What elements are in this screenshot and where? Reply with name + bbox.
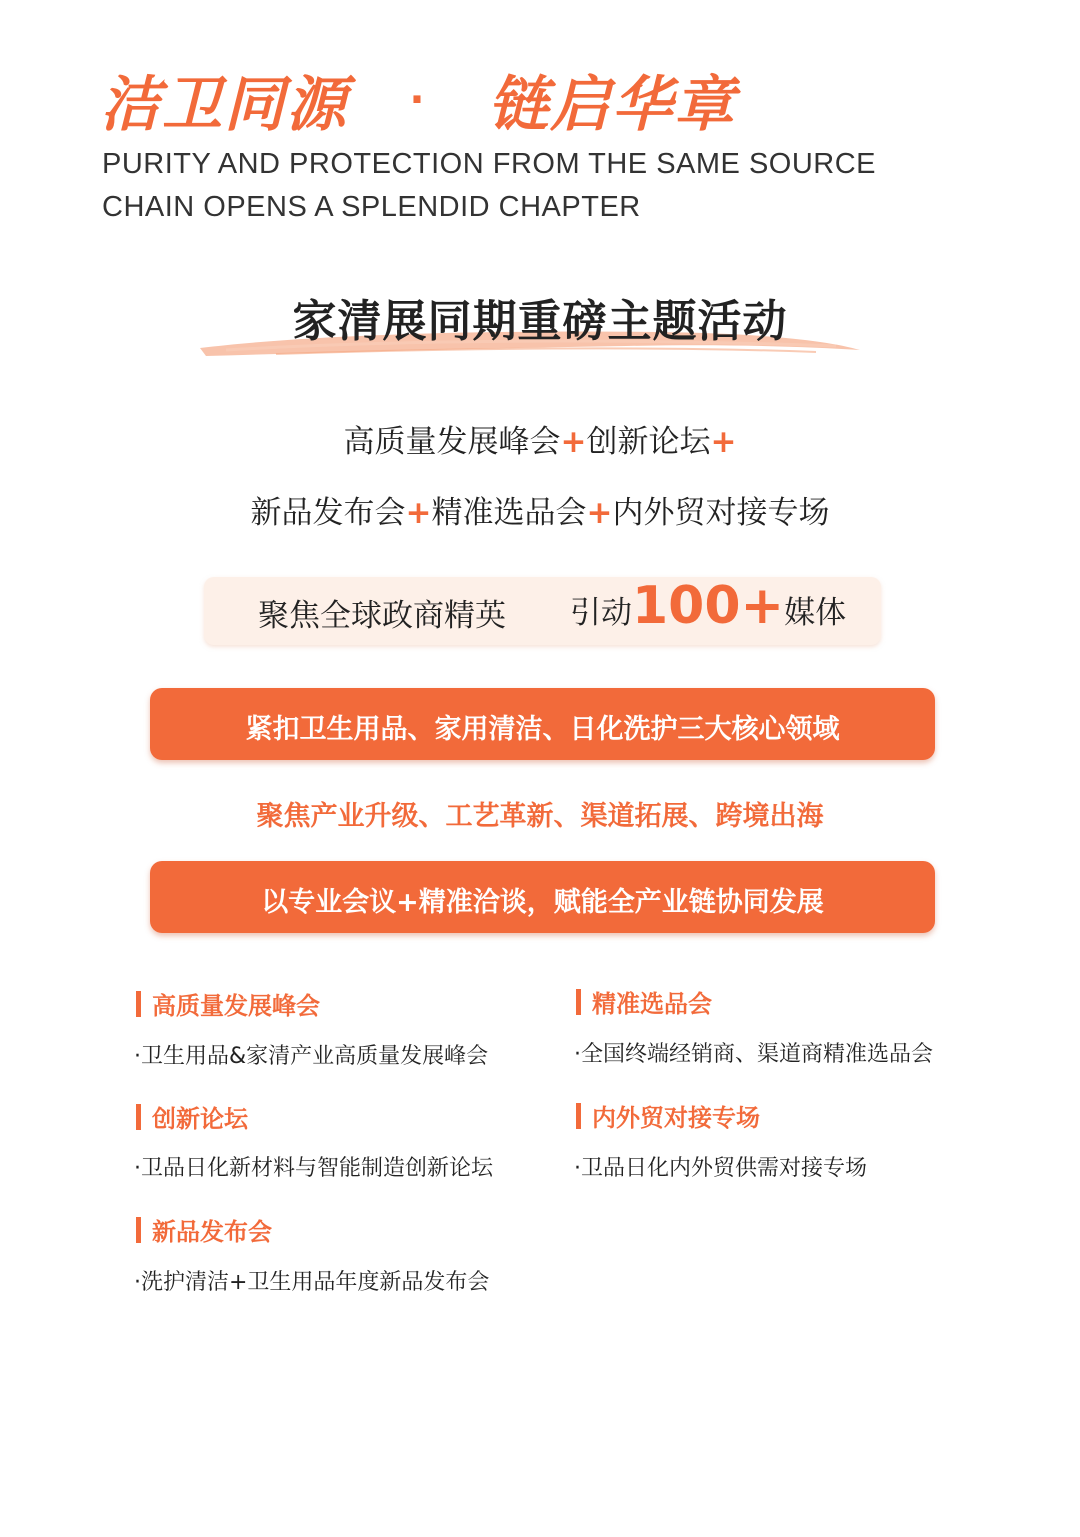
category-marker <box>136 1217 141 1243</box>
media-banner-left-text: 聚焦全球政商精英 <box>258 598 506 634</box>
plus-sign: + <box>560 424 587 460</box>
category-item: ·全国终端经销商、渠道商精准选品会 <box>574 1042 933 1067</box>
category-item: ·卫品日化新材料与智能制造创新论坛 <box>134 1156 493 1181</box>
category-marker <box>136 991 141 1017</box>
hero-title-left: 洁卫同源 <box>100 70 348 140</box>
category-trade <box>576 1098 760 1133</box>
hero-subtitle-line-2: CHAIN OPENS A SPLENDID CHAPTER <box>102 191 641 223</box>
plus-sign: + <box>710 424 737 460</box>
activity-selection: 精准选品会 <box>431 495 587 531</box>
hero-title-right: 链启华章 <box>488 70 736 140</box>
category-launch <box>136 1212 272 1247</box>
activities-line-2 <box>0 487 1080 532</box>
activity-trade: 内外贸对接专场 <box>612 495 830 531</box>
category-marker <box>576 1103 581 1129</box>
category-title: 高质量发展峰会 <box>152 992 320 1020</box>
activity-summit: 高质量发展峰会 <box>343 424 561 460</box>
media-count: 100+ <box>632 576 785 636</box>
media-suffix: 媒体 <box>784 595 847 631</box>
plus-sign: + <box>586 495 613 531</box>
plus-sign: + <box>405 495 432 531</box>
activity-launch: 新品发布会 <box>250 495 406 531</box>
category-marker <box>136 1104 141 1130</box>
category-item: ·卫生用品&家清产业高质量发展峰会 <box>134 1044 489 1069</box>
section-title: 家清展同期重磅主题活动 <box>292 296 788 347</box>
media-banner-right <box>570 576 846 644</box>
category-forum <box>136 1099 248 1134</box>
hero-title-separator: · <box>409 77 427 123</box>
hero-title <box>100 60 736 140</box>
category-marker <box>576 989 581 1015</box>
focus-text: 聚焦产业升级、工艺革新、渠道拓展、跨境出海 <box>256 801 824 832</box>
category-item: ·洗护清洁+卫生用品年度新品发布会 <box>134 1270 490 1295</box>
category-title: 创新论坛 <box>152 1105 248 1133</box>
hero-subtitle-line-1: PURITY AND PROTECTION FROM THE SAME SOURCE <box>102 148 877 180</box>
category-title: 内外贸对接专场 <box>592 1104 760 1132</box>
category-selection <box>576 984 712 1019</box>
category-title: 精准选品会 <box>592 990 712 1018</box>
category-summit <box>136 986 320 1021</box>
activities-line-1 <box>0 416 1080 461</box>
category-item: ·卫品日化内外贸供需对接专场 <box>574 1156 867 1181</box>
category-title: 新品发布会 <box>152 1218 272 1246</box>
media-prefix: 引动 <box>570 595 632 631</box>
activity-forum: 创新论坛 <box>586 424 711 460</box>
empower-bar-text: 以专业会议+精准洽谈，赋能全产业链协同发展 <box>261 887 824 918</box>
domains-bar-text: 紧扣卫生用品、家用清洁、日化洗护三大核心领域 <box>245 714 840 745</box>
